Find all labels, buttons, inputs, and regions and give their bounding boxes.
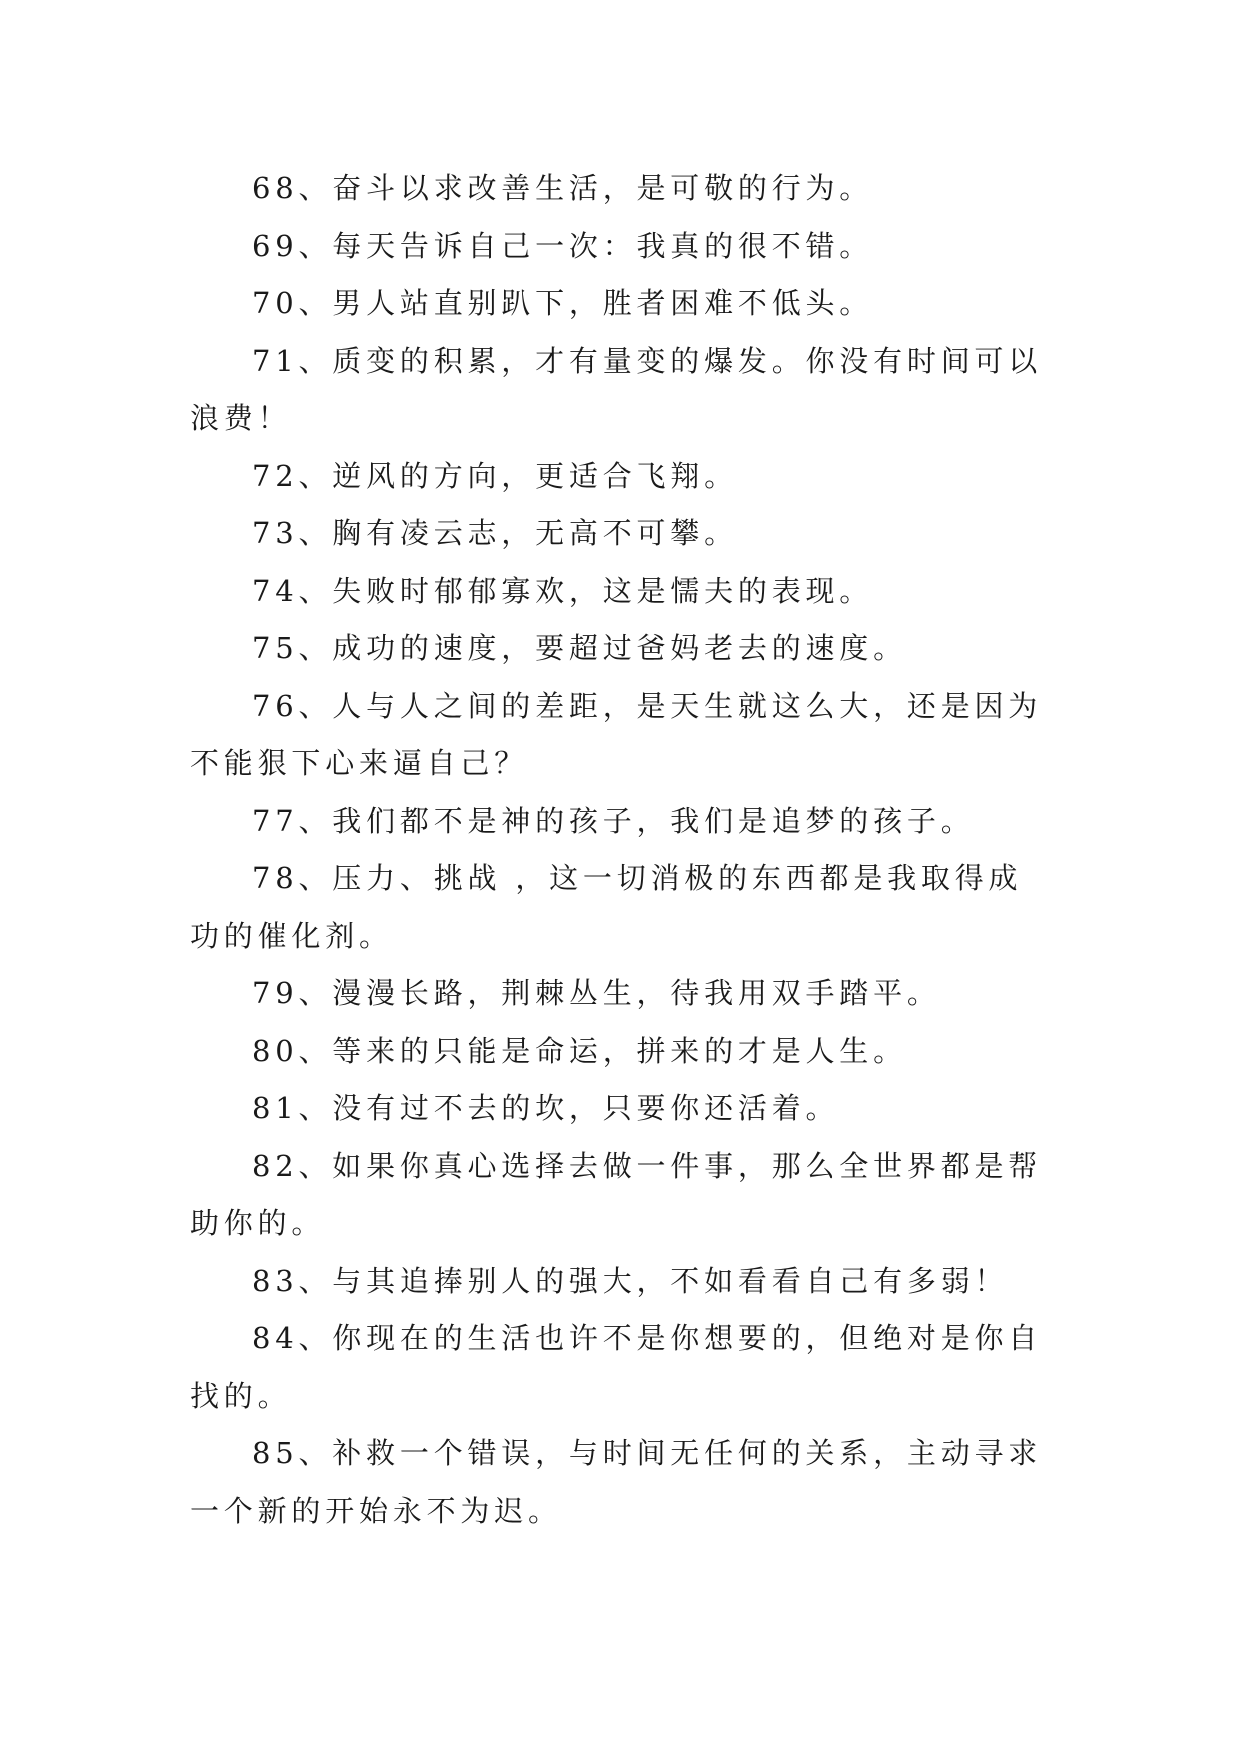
quote-paragraph-77: 77、我们都不是神的孩子，我们是追梦的孩子。 <box>252 803 975 838</box>
quote-paragraph-72: 72、逆风的方向，更适合飞翔。 <box>252 458 738 493</box>
quote-paragraph-81: 81、没有过不去的坎，只要你还活着。 <box>252 1091 840 1125</box>
quote-paragraph-83: 83、与其追捧别人的强大，不如看看自己有多弱！ <box>252 1263 1009 1298</box>
quote-paragraph-71: 71、质变的积累，才有量变的爆发。你没有时间可以浪费！ <box>190 343 1043 435</box>
quote-paragraph-76: 76、人与人之间的差距，是天生就这么大，还是因为不能狠下心来逼自己？ <box>190 688 1043 780</box>
quote-paragraph-75: 75、成功的速度，要超过爸妈老去的速度。 <box>252 631 907 665</box>
quote-paragraph-74: 74、失败时郁郁寡欢，这是懦夫的表现。 <box>252 573 874 608</box>
quote-paragraph-85: 85、补救一个错误，与时间无任何的关系，主动寻求一个新的开始永不为迟。 <box>190 1436 1043 1528</box>
quote-paragraph-69: 69、每天告诉自己一次：我真的很不错。 <box>252 228 874 263</box>
quote-paragraph-84: 84、你现在的生活也许不是你想要的，但绝对是你自找的。 <box>190 1321 1043 1413</box>
quote-paragraph-80: 80、等来的只能是命运，拼来的才是人生。 <box>252 1033 907 1068</box>
quote-paragraph-78: 78、压力、挑战 ，这一切消极的东西都是我取得成功的催化剂。 <box>190 861 1023 953</box>
quote-paragraph-68: 68、奋斗以求改善生活，是可敬的行为。 <box>252 171 874 205</box>
quote-paragraph-70: 70、男人站直别趴下，胜者困难不低头。 <box>252 286 874 320</box>
quote-paragraph-82: 82、如果你真心选择去做一件事，那么全世界都是帮助你的。 <box>190 1148 1043 1240</box>
quote-paragraph-73: 73、胸有凌云志，无高不可攀。 <box>252 516 738 550</box>
document-body <box>190 160 1050 1540</box>
quote-paragraph-79: 79、漫漫长路，荆棘丛生，待我用双手踏平。 <box>252 976 941 1010</box>
